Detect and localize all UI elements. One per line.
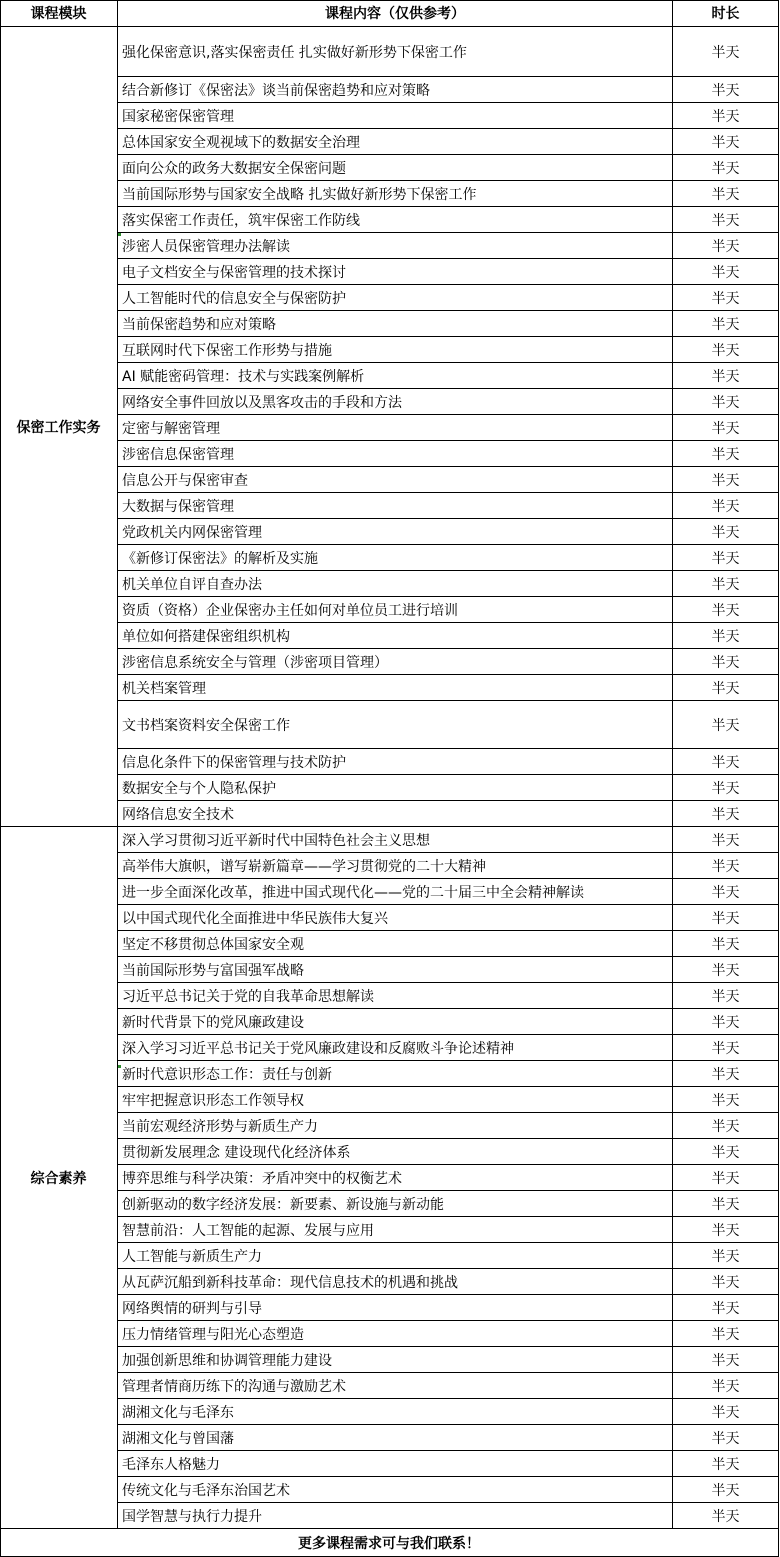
duration-cell: 半天 xyxy=(673,1165,779,1191)
duration-cell: 半天 xyxy=(673,853,779,879)
course-content-cell: AI 赋能密码管理：技术与实践案例解析 xyxy=(118,363,673,389)
course-content-cell: 智慧前沿：人工智能的起源、发展与应用 xyxy=(118,1217,673,1243)
course-content-cell: 当前国际形势与国家安全战略 扎实做好新形势下保密工作 xyxy=(118,181,673,207)
duration-cell: 半天 xyxy=(673,1009,779,1035)
course-content-cell: 信息化条件下的保密管理与技术防护 xyxy=(118,749,673,775)
duration-cell: 半天 xyxy=(673,363,779,389)
duration-cell: 半天 xyxy=(673,1425,779,1451)
duration-cell: 半天 xyxy=(673,931,779,957)
duration-cell: 半天 xyxy=(673,775,779,801)
duration-cell: 半天 xyxy=(673,1347,779,1373)
course-content-cell: 深入学习贯彻习近平新时代中国特色社会主义思想 xyxy=(118,827,673,853)
duration-cell: 半天 xyxy=(673,259,779,285)
course-content-cell: 创新驱动的数字经济发展：新要素、新设施与新动能 xyxy=(118,1191,673,1217)
duration-cell: 半天 xyxy=(673,749,779,775)
module-cell: 综合素养 xyxy=(0,827,118,1529)
duration-cell: 半天 xyxy=(673,675,779,701)
course-content-cell: 湖湘文化与毛泽东 xyxy=(118,1399,673,1425)
course-content-cell: 面向公众的政务大数据安全保密问题 xyxy=(118,155,673,181)
course-content-cell: 坚定不移贯彻总体国家安全观 xyxy=(118,931,673,957)
duration-cell: 半天 xyxy=(673,1035,779,1061)
duration-cell: 半天 xyxy=(673,1243,779,1269)
duration-cell: 半天 xyxy=(673,103,779,129)
course-content-cell: 从瓦萨沉船到新科技革命：现代信息技术的机遇和挑战 xyxy=(118,1269,673,1295)
duration-cell: 半天 xyxy=(673,467,779,493)
course-content-cell: 党政机关内网保密管理 xyxy=(118,519,673,545)
duration-cell: 半天 xyxy=(673,1269,779,1295)
course-content-cell: 贯彻新发展理念 建设现代化经济体系 xyxy=(118,1139,673,1165)
duration-cell: 半天 xyxy=(673,155,779,181)
course-content-cell: 当前国际形势与富国强军战略 xyxy=(118,957,673,983)
duration-cell: 半天 xyxy=(673,1399,779,1425)
course-content-cell: 新时代背景下的党风廉政建设 xyxy=(118,1009,673,1035)
course-content-cell: 涉密信息保密管理 xyxy=(118,441,673,467)
course-content-cell: 《新修订保密法》的解析及实施 xyxy=(118,545,673,571)
course-content-cell: 结合新修订《保密法》谈当前保密趋势和应对策略 xyxy=(118,77,673,103)
course-content-cell: 当前宏观经济形势与新质生产力 xyxy=(118,1113,673,1139)
course-content-cell: 国家秘密保密管理 xyxy=(118,103,673,129)
course-content-cell: 以中国式现代化全面推进中华民族伟大复兴 xyxy=(118,905,673,931)
course-content-cell: 机关档案管理 xyxy=(118,675,673,701)
duration-cell: 半天 xyxy=(673,957,779,983)
course-content-cell: 毛泽东人格魅力 xyxy=(118,1451,673,1477)
course-content-cell: 人工智能与新质生产力 xyxy=(118,1243,673,1269)
duration-cell: 半天 xyxy=(673,701,779,749)
header-content: 课程内容（仅供参考） xyxy=(118,0,673,27)
course-content-cell: 高举伟大旗帜，谱写崭新篇章——学习贯彻党的二十大精神 xyxy=(118,853,673,879)
course-content-cell: 当前保密趋势和应对策略 xyxy=(118,311,673,337)
duration-cell: 半天 xyxy=(673,1503,779,1529)
duration-cell: 半天 xyxy=(673,1477,779,1503)
course-content-cell: 资质（资格）企业保密办主任如何对单位员工进行培训 xyxy=(118,597,673,623)
module-cell: 保密工作实务 xyxy=(0,27,118,827)
footer-note: 更多课程需求可与我们联系！ xyxy=(0,1530,779,1557)
duration-cell: 半天 xyxy=(673,181,779,207)
duration-cell: 半天 xyxy=(673,285,779,311)
course-content-cell: 人工智能时代的信息安全与保密防护 xyxy=(118,285,673,311)
course-content-cell: 湖湘文化与曾国藩 xyxy=(118,1425,673,1451)
duration-cell: 半天 xyxy=(673,493,779,519)
course-content-cell: 数据安全与个人隐私保护 xyxy=(118,775,673,801)
course-content-cell: 大数据与保密管理 xyxy=(118,493,673,519)
course-content-cell: 电子文档安全与保密管理的技术探讨 xyxy=(118,259,673,285)
duration-cell: 半天 xyxy=(673,1217,779,1243)
cell-marker xyxy=(118,233,121,236)
course-content-cell: 涉密信息系统安全与管理（涉密项目管理） xyxy=(118,649,673,675)
duration-cell: 半天 xyxy=(673,1373,779,1399)
duration-cell: 半天 xyxy=(673,233,779,259)
duration-cell: 半天 xyxy=(673,983,779,1009)
course-content-cell: 网络舆情的研判与引导 xyxy=(118,1295,673,1321)
duration-cell: 半天 xyxy=(673,1113,779,1139)
duration-cell: 半天 xyxy=(673,597,779,623)
duration-cell: 半天 xyxy=(673,311,779,337)
header-duration: 时长 xyxy=(673,0,779,27)
duration-cell: 半天 xyxy=(673,207,779,233)
duration-cell: 半天 xyxy=(673,337,779,363)
duration-cell: 半天 xyxy=(673,623,779,649)
duration-cell: 半天 xyxy=(673,879,779,905)
course-content-cell: 加强创新思维和协调管理能力建设 xyxy=(118,1347,673,1373)
course-content-cell: 传统文化与毛泽东治国艺术 xyxy=(118,1477,673,1503)
course-content-cell: 落实保密工作责任，筑牢保密工作防线 xyxy=(118,207,673,233)
duration-cell: 半天 xyxy=(673,77,779,103)
duration-cell: 半天 xyxy=(673,827,779,853)
duration-cell: 半天 xyxy=(673,1321,779,1347)
course-content-cell: 压力情绪管理与阳光心态塑造 xyxy=(118,1321,673,1347)
duration-cell: 半天 xyxy=(673,905,779,931)
duration-cell: 半天 xyxy=(673,571,779,597)
course-content-cell: 国学智慧与执行力提升 xyxy=(118,1503,673,1529)
duration-cell: 半天 xyxy=(673,1087,779,1113)
course-content-cell: 单位如何搭建保密组织机构 xyxy=(118,623,673,649)
duration-cell: 半天 xyxy=(673,649,779,675)
course-content-cell: 习近平总书记关于党的自我革命思想解读 xyxy=(118,983,673,1009)
duration-cell: 半天 xyxy=(673,801,779,827)
course-content-cell: 深入学习习近平总书记关于党风廉政建设和反腐败斗争论述精神 xyxy=(118,1035,673,1061)
duration-cell: 半天 xyxy=(673,519,779,545)
course-content-cell: 总体国家安全观视域下的数据安全治理 xyxy=(118,129,673,155)
course-content-cell: 博弈思维与科学决策：矛盾冲突中的权衡艺术 xyxy=(118,1165,673,1191)
course-content-cell: 进一步全面深化改革，推进中国式现代化——党的二十届三中全会精神解读 xyxy=(118,879,673,905)
duration-cell: 半天 xyxy=(673,1295,779,1321)
course-content-cell: 文书档案资料安全保密工作 xyxy=(118,701,673,749)
duration-cell: 半天 xyxy=(673,441,779,467)
course-content-cell: 定密与解密管理 xyxy=(118,415,673,441)
duration-cell: 半天 xyxy=(673,389,779,415)
course-content-cell: 网络安全事件回放以及黑客攻击的手段和方法 xyxy=(118,389,673,415)
duration-cell: 半天 xyxy=(673,1139,779,1165)
course-content-cell: 涉密人员保密管理办法解读 xyxy=(118,233,673,259)
duration-cell: 半天 xyxy=(673,545,779,571)
course-content-cell: 网络信息安全技术 xyxy=(118,801,673,827)
duration-cell: 半天 xyxy=(673,27,779,77)
header-module: 课程模块 xyxy=(0,0,118,27)
course-content-cell: 管理者情商历练下的沟通与激励艺术 xyxy=(118,1373,673,1399)
duration-cell: 半天 xyxy=(673,1061,779,1087)
course-content-cell: 信息公开与保密审查 xyxy=(118,467,673,493)
duration-cell: 半天 xyxy=(673,415,779,441)
duration-cell: 半天 xyxy=(673,1191,779,1217)
course-content-cell: 牢牢把握意识形态工作领导权 xyxy=(118,1087,673,1113)
course-content-cell: 互联网时代下保密工作形势与措施 xyxy=(118,337,673,363)
course-content-cell: 机关单位自评自查办法 xyxy=(118,571,673,597)
course-content-cell: 新时代意识形态工作：责任与创新 xyxy=(118,1061,673,1087)
duration-cell: 半天 xyxy=(673,129,779,155)
cell-marker xyxy=(118,1065,121,1068)
duration-cell: 半天 xyxy=(673,1451,779,1477)
course-content-cell: 强化保密意识,落实保密责任 扎实做好新形势下保密工作 xyxy=(118,27,673,77)
